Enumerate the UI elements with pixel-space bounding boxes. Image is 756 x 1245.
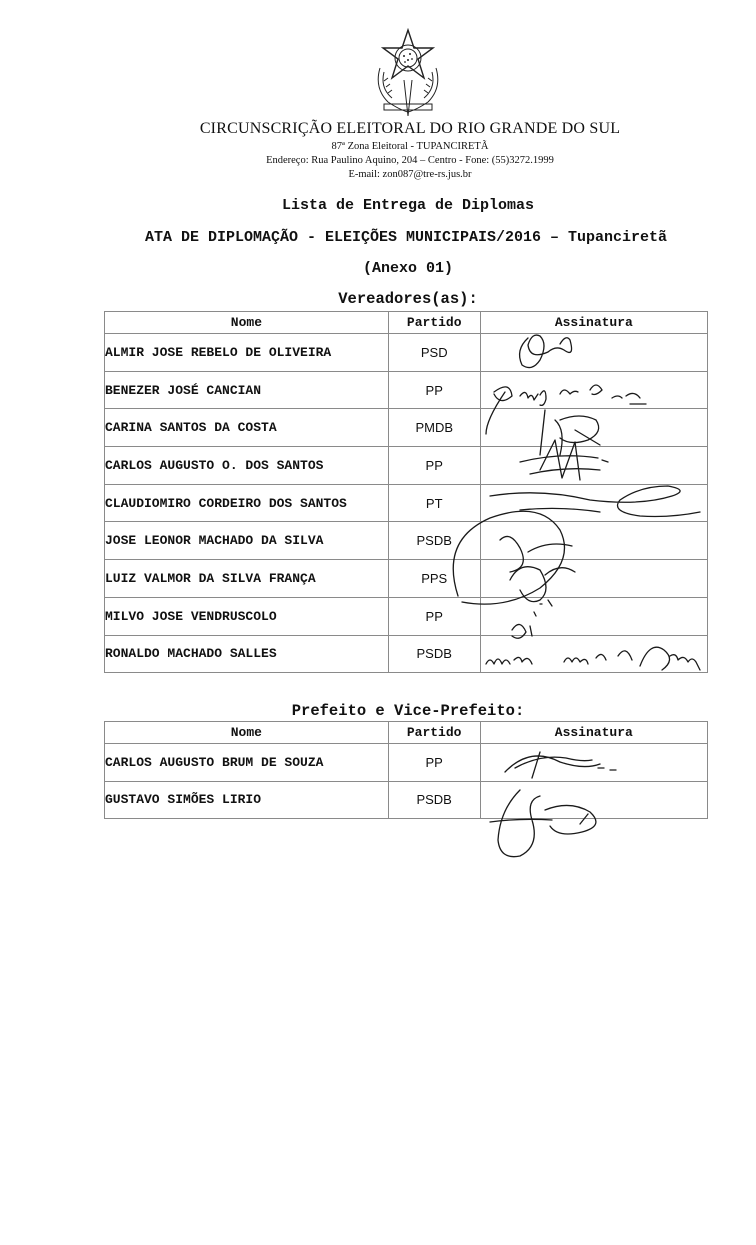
party-cell: PP <box>388 597 480 635</box>
column-header-name: Nome <box>105 312 389 334</box>
signature-cell <box>480 781 707 819</box>
party-cell: PSD <box>388 334 480 372</box>
table-row <box>105 635 708 673</box>
document-title: Lista de Entrega de Diplomas <box>281 197 535 214</box>
signature-cell <box>480 597 707 635</box>
coat-of-arms-icon <box>370 28 446 120</box>
signature-cell <box>480 635 707 673</box>
candidate-name: GUSTAVO SIMÕES LIRIO <box>105 781 389 819</box>
prefeitos-table <box>104 721 708 819</box>
signature-cell <box>480 484 707 522</box>
party-cell: PPS <box>388 560 480 598</box>
column-header-signature: Assinatura <box>480 312 707 334</box>
table-row <box>105 334 708 372</box>
institution-title: CIRCUNSCRIÇÃO ELEITORAL DO RIO GRANDE DO SUL <box>199 120 621 137</box>
party-cell: PP <box>388 744 480 782</box>
electoral-zone: 87ª Zona Eleitoral - TUPANCIRETÃ <box>331 141 489 152</box>
table-row <box>105 447 708 485</box>
party-cell: PSDB <box>388 522 480 560</box>
candidate-name: JOSE LEONOR MACHADO DA SILVA <box>105 522 389 560</box>
party-cell: PSDB <box>388 781 480 819</box>
address-line: Endereço: Rua Paulino Aquino, 204 – Centro - Fone: (55)3272.1999 <box>266 155 554 166</box>
table-row <box>105 484 708 522</box>
candidate-name: LUIZ VALMOR DA SILVA FRANÇA <box>105 560 389 598</box>
signature-cell <box>480 560 707 598</box>
candidate-name: ALMIR JOSE REBELO DE OLIVEIRA <box>105 334 389 372</box>
table-header-row <box>105 722 708 744</box>
signature-cell <box>480 522 707 560</box>
table-row <box>105 744 708 782</box>
table-row <box>105 597 708 635</box>
candidate-name: RONALDO MACHADO SALLES <box>105 635 389 673</box>
table-row <box>105 560 708 598</box>
document-subtitle: ATA DE DIPLOMAÇÃO - ELEIÇÕES MUNICIPAIS/2016 – Tupanciretã <box>144 229 668 246</box>
party-cell: PSDB <box>388 635 480 673</box>
table-row <box>105 781 708 819</box>
signature-cell <box>480 334 707 372</box>
column-header-signature: Assinatura <box>480 722 707 744</box>
candidate-name: CARLOS AUGUSTO O. DOS SANTOS <box>105 447 389 485</box>
signature-cell <box>480 447 707 485</box>
section-heading-vereadores: Vereadores(as): <box>338 290 478 308</box>
candidate-name: CARLOS AUGUSTO BRUM DE SOUZA <box>105 744 389 782</box>
candidate-name: CLAUDIOMIRO CORDEIRO DOS SANTOS <box>105 484 389 522</box>
column-header-party: Partido <box>388 722 480 744</box>
column-header-name: Nome <box>105 722 389 744</box>
table-row <box>105 522 708 560</box>
table-row <box>105 409 708 447</box>
party-cell: PP <box>388 371 480 409</box>
party-cell: PMDB <box>388 409 480 447</box>
signature-cell <box>480 371 707 409</box>
vereadores-table <box>104 311 708 673</box>
candidate-name: MILVO JOSE VENDRUSCOLO <box>105 597 389 635</box>
table-row <box>105 371 708 409</box>
email-line: E-mail: zon087@tre-rs.jus.br <box>348 169 472 180</box>
party-cell: PT <box>388 484 480 522</box>
column-header-party: Partido <box>388 312 480 334</box>
section-heading-prefeito: Prefeito e Vice-Prefeito: <box>291 702 525 720</box>
signature-cell <box>480 744 707 782</box>
signature-cell <box>480 409 707 447</box>
table-header-row <box>105 312 708 334</box>
candidate-name: BENEZER JOSÉ CANCIAN <box>105 371 389 409</box>
candidate-name: CARINA SANTOS DA COSTA <box>105 409 389 447</box>
annex-label: (Anexo 01) <box>362 260 453 277</box>
party-cell: PP <box>388 447 480 485</box>
